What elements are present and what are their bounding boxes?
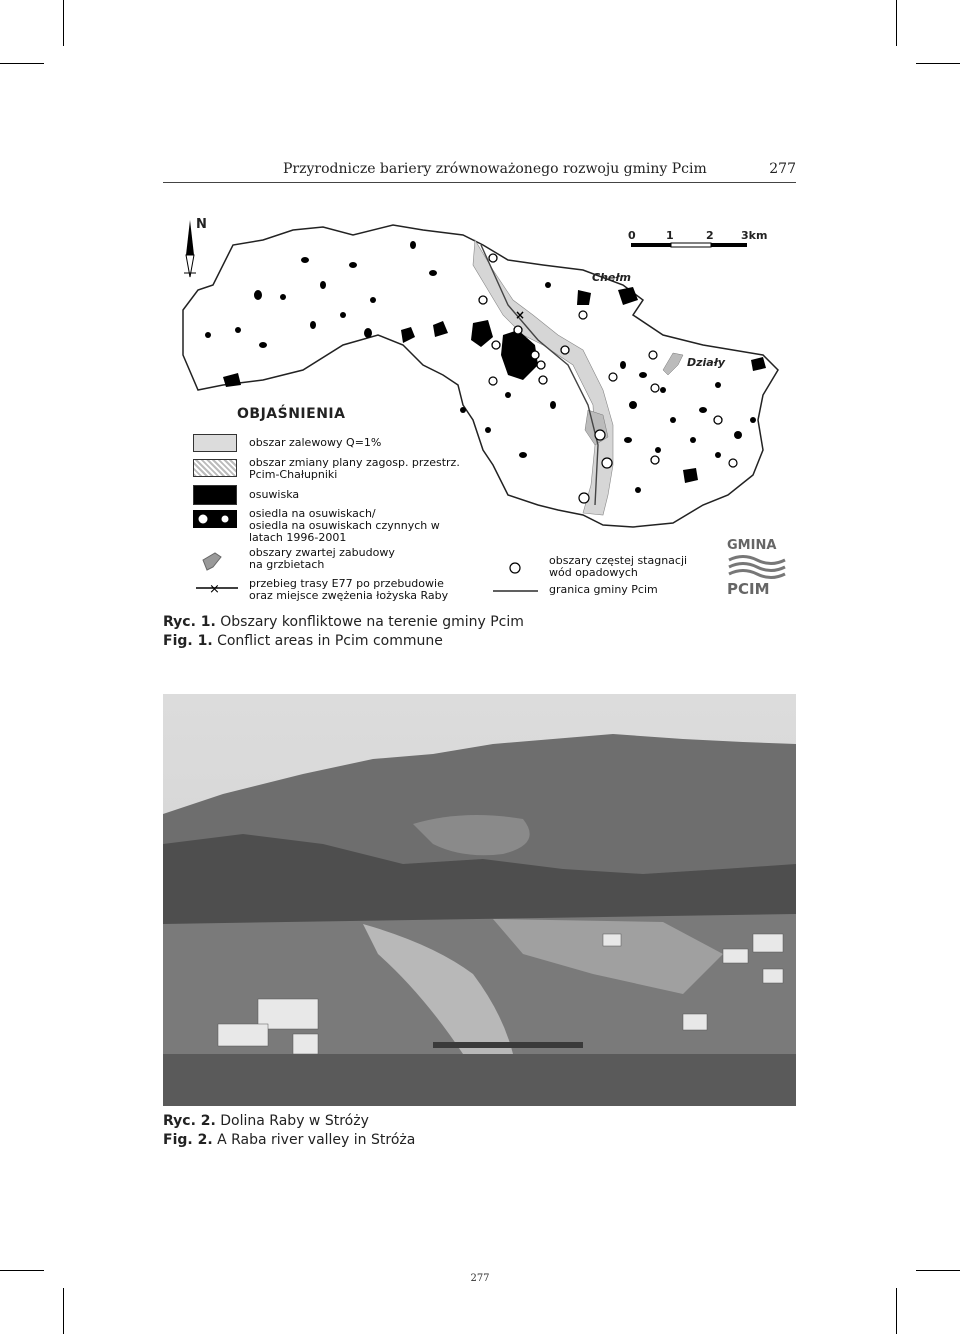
scale-label-3km: 3km (741, 229, 768, 242)
crop-mark (0, 63, 44, 64)
place-label-dzialy: Działy (687, 356, 726, 369)
page-folio: 277 (470, 1273, 490, 1284)
legend-item-e77-route: przebieg trasy E77 po przebudowie oraz miejsce zwężenia łożyska Raby (249, 577, 449, 602)
scale-label-0: 0 (628, 229, 636, 242)
place-label-chelm: Chełm (592, 271, 631, 284)
narrowing-marker: × (515, 308, 526, 322)
legend-active-settlement-icon (221, 515, 229, 523)
legend-item-boundary: granica gminy Pcim (549, 583, 658, 596)
figure-1-caption-en: Fig. 1. Conflict areas in Pcim commune (163, 633, 443, 649)
legend-item-landslide: osuwiska (249, 488, 300, 501)
crop-mark (916, 63, 960, 64)
crop-mark (916, 1270, 960, 1271)
legend-item-flood: obszar zalewowy Q=1% (249, 436, 382, 449)
legend-item-settlement: osiedla na osuwiskach/ osiedla na osuwiskach czynnych w latach 1996-2001 (249, 507, 440, 544)
scale-label-2: 2 (706, 229, 714, 242)
scale-label-1: 1 (666, 229, 674, 242)
north-label: N (196, 217, 207, 232)
figure-2-photo (163, 694, 796, 1106)
gmina-pcim-logo: GMINA PCIM (727, 538, 777, 598)
crop-mark (896, 1288, 897, 1334)
legend-swatch-plan-change (193, 459, 237, 477)
page-number: 277 (769, 161, 796, 177)
north-arrow-icon (184, 220, 196, 277)
crop-mark (896, 0, 897, 46)
legend-item-ridge-buildings: obszary zwartej zabudowy na grzbietach (249, 546, 395, 571)
figure-1-caption-pl: Ryc. 1. Obszary konfliktowe na terenie gminy Pcim (163, 614, 524, 630)
running-title: Przyrodnicze bariery zrównoważonego rozwoju gminy Pcim (283, 161, 707, 177)
figure-2-caption-en: Fig. 2. A Raba river valley in Stróża (163, 1132, 416, 1148)
scale-bar (631, 243, 747, 247)
crop-mark (0, 1270, 44, 1271)
legend-narrowing-icon: × (209, 582, 220, 597)
legend-stagnation-icon (510, 563, 520, 573)
running-header (163, 158, 796, 183)
figure-2-caption-pl: Ryc. 2. Dolina Raby w Stróży (163, 1113, 369, 1129)
legend-title: OBJAŚNIENIA (237, 406, 346, 422)
valley-photo (163, 694, 796, 1106)
legend-swatch-flood (193, 434, 237, 452)
legend-ridge-icon (203, 553, 221, 570)
legend-swatch-landslide (193, 485, 237, 505)
crop-mark (63, 1288, 64, 1334)
legend-item-stagnation: obszary częstej stagnacji wód opadowych (549, 554, 688, 579)
legend-settlement-icon (199, 515, 207, 523)
crop-mark (63, 0, 64, 46)
figure-1-map (163, 205, 796, 610)
legend-item-plan-change: obszar zmiany plany zagosp. przestrz. Pcim-Chałupniki (249, 456, 460, 481)
